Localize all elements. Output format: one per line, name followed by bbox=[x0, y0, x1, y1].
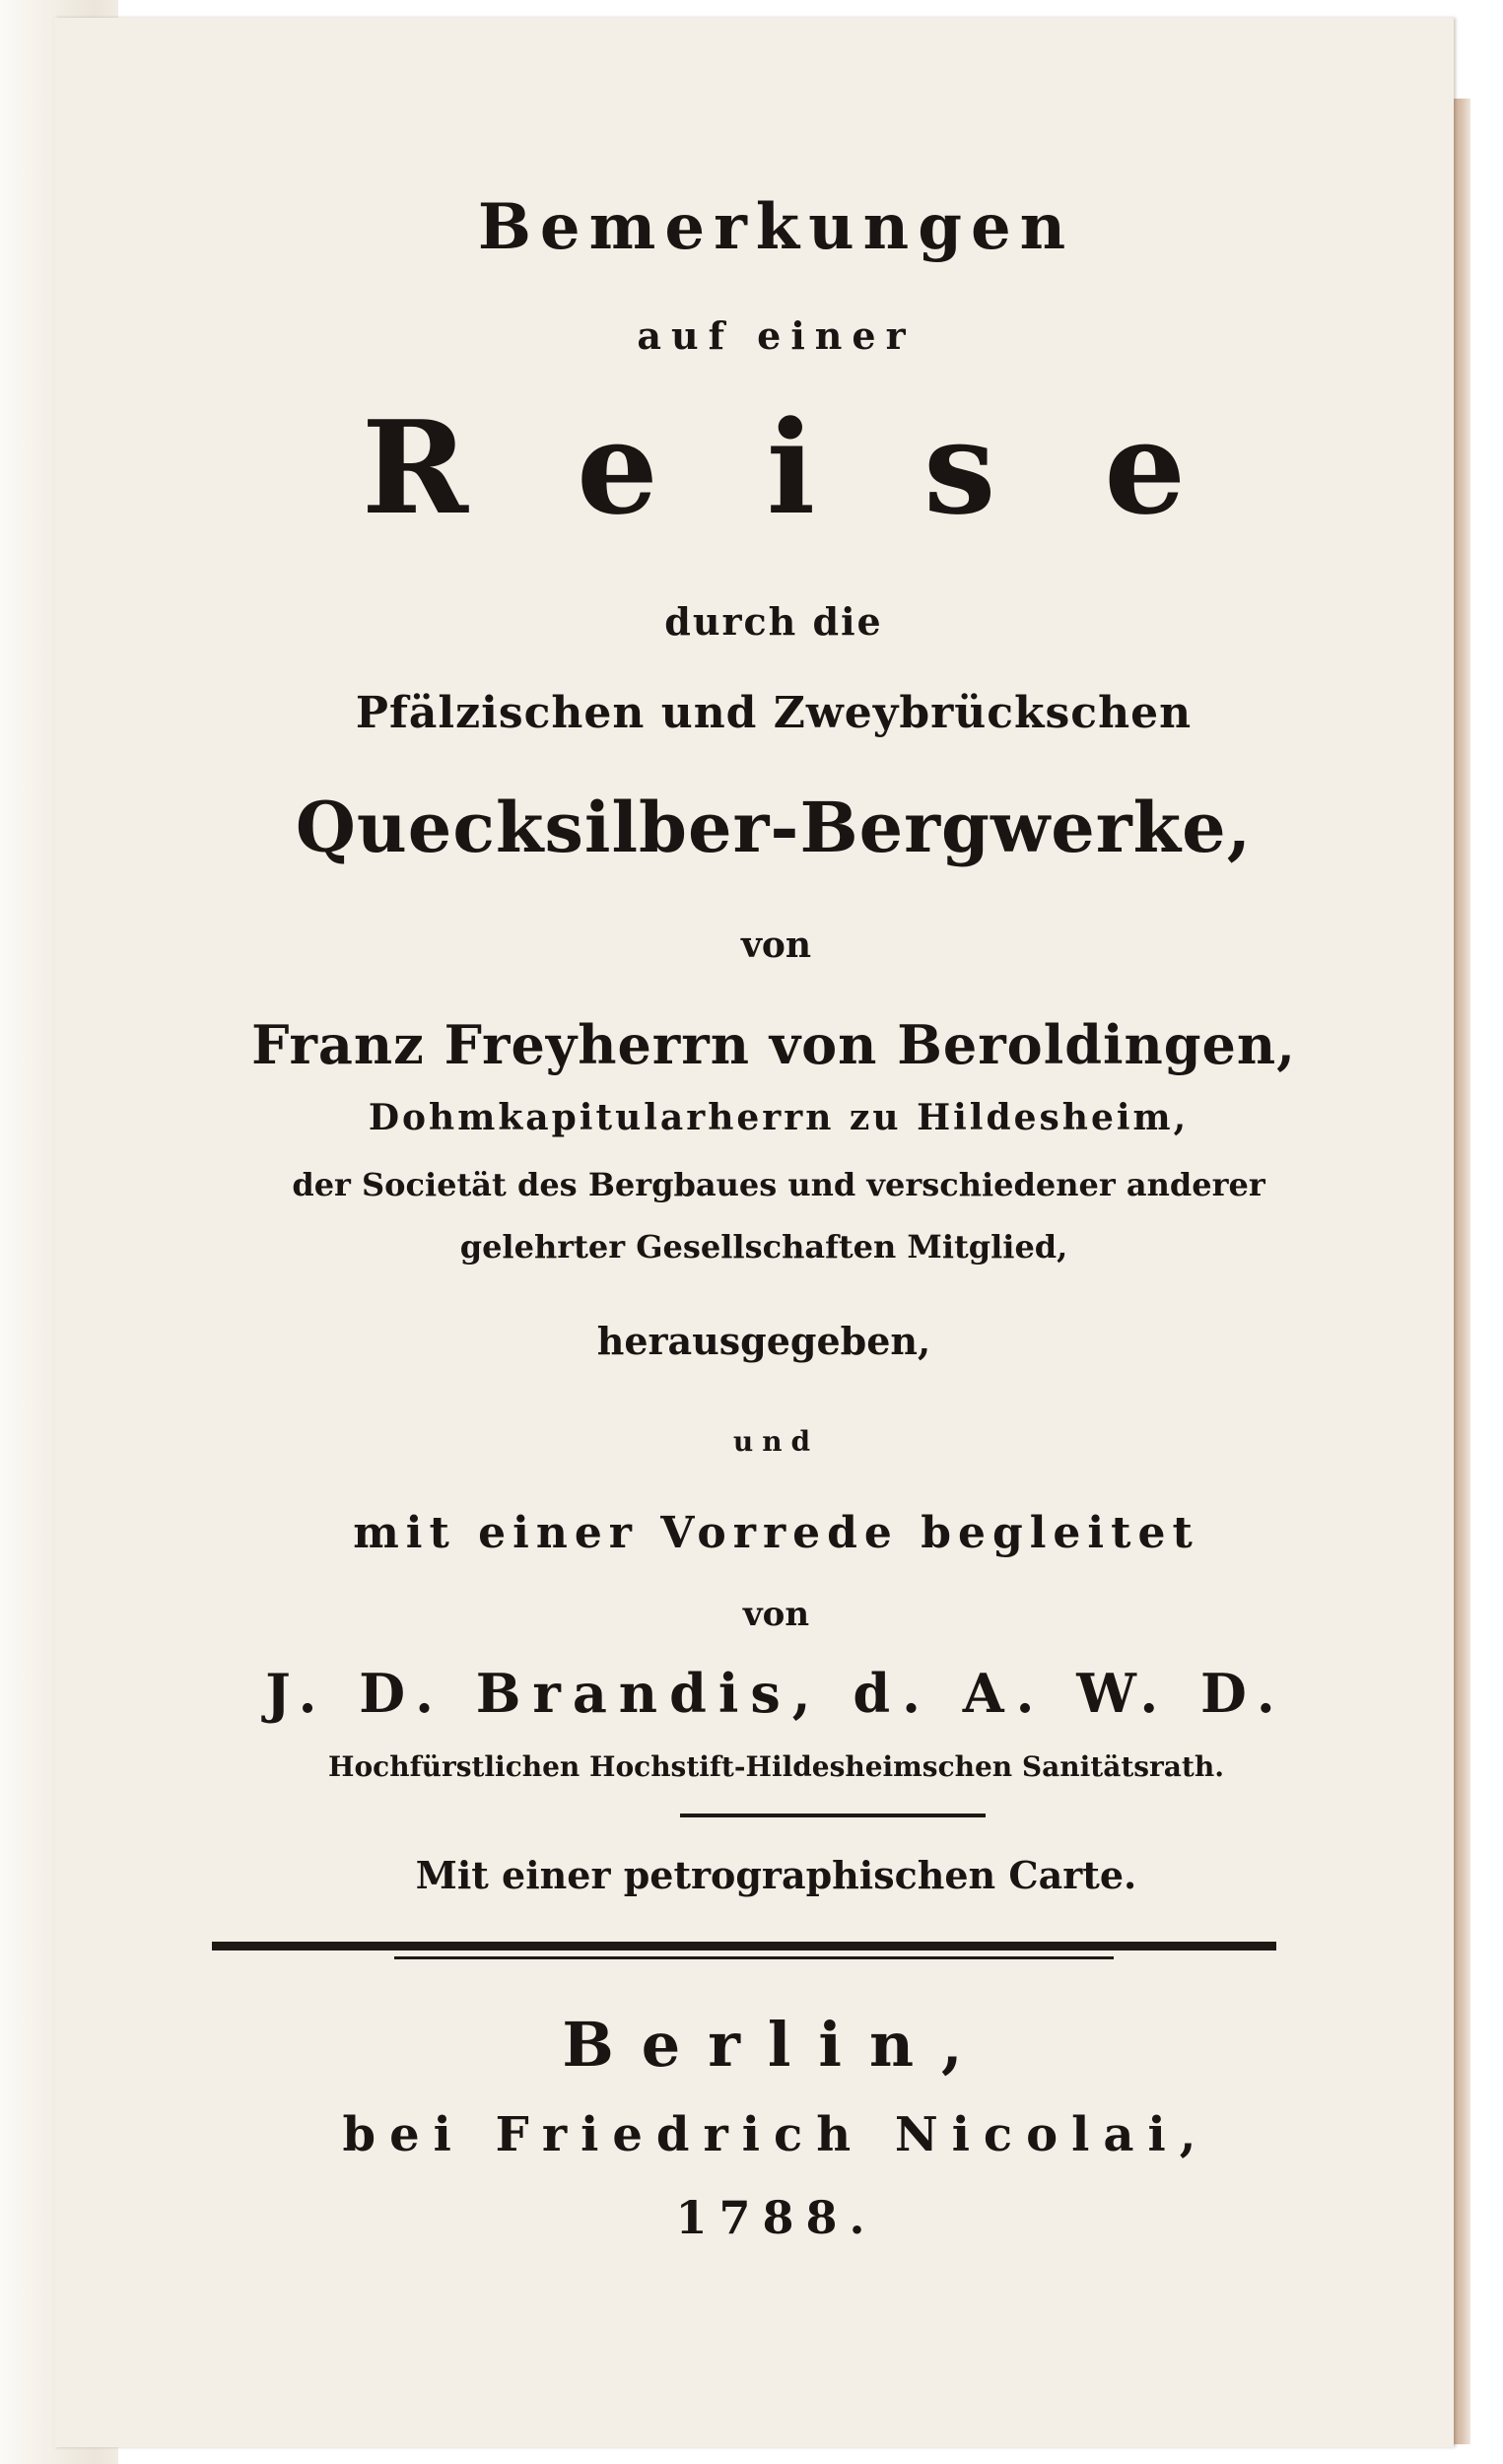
title-word-reise: Reise bbox=[361, 392, 1295, 543]
title-page bbox=[54, 18, 1454, 2447]
preface-von: von bbox=[742, 1595, 810, 1634]
title-word-bemerkungen: Bemerkungen bbox=[477, 190, 1075, 264]
author-title: Dohmkapitularherrn zu Hildesheim, bbox=[368, 1097, 1190, 1138]
editor-herausgegeben: herausgegeben, bbox=[596, 1319, 931, 1363]
editor-und: und bbox=[732, 1425, 820, 1458]
author-von: von bbox=[740, 924, 812, 966]
title-auf-einer: auf einer bbox=[637, 313, 916, 358]
imprint-city: Berlin, bbox=[562, 2009, 991, 2081]
map-note: Mit einer petrographischen Carte. bbox=[415, 1853, 1137, 1897]
imprint-year: 1788. bbox=[675, 2191, 877, 2244]
double-rule-bottom bbox=[394, 1956, 1114, 1959]
preface-line: mit einer Vorrede begleitet bbox=[353, 1508, 1199, 1558]
author-societies: der Societät des Bergbaues und verschiedener anderer bbox=[292, 1166, 1265, 1203]
author-name: Franz Freyherrn von Beroldingen, bbox=[251, 1013, 1296, 1076]
title-quecksilber-bergwerke: Quecksilber-Bergwerke, bbox=[295, 787, 1253, 868]
imprint-publisher: bei Friedrich Nicolai, bbox=[342, 2107, 1210, 2162]
short-rule bbox=[680, 1814, 986, 1817]
title-durch-die: durch die bbox=[664, 599, 883, 644]
author-membership: gelehrter Gesellschaften Mitglied, bbox=[459, 1228, 1068, 1266]
double-rule-top bbox=[212, 1942, 1276, 1951]
editor-title: Hochfürstlichen Hochstift-Hildesheimschen Sanitätsrath. bbox=[328, 1750, 1224, 1783]
title-pfaelzischen: Pfälzischen und Zweybrückschen bbox=[355, 688, 1193, 738]
editor-name: J. D. Brandis, d. A. W. D. bbox=[265, 1662, 1287, 1725]
